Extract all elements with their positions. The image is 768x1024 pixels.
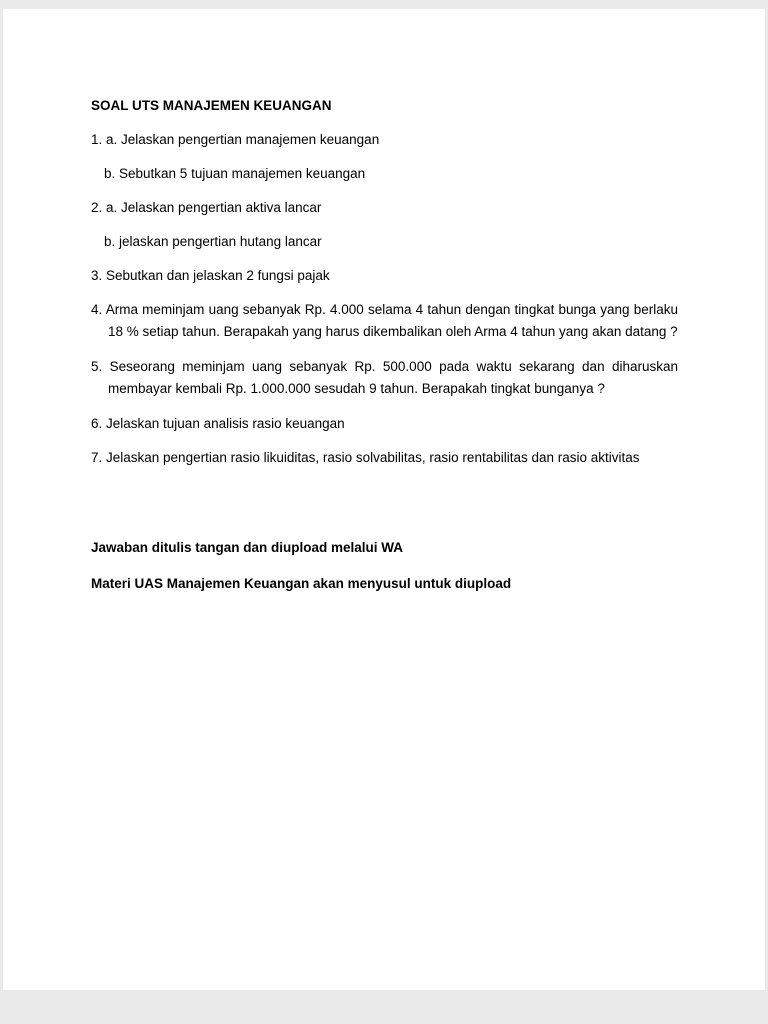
notes-section bbox=[91, 537, 678, 594]
question-2b: b. jelaskan pengertian hutang lancar bbox=[104, 234, 322, 249]
question-3: 3. Sebutkan dan jelaskan 2 fungsi pajak bbox=[91, 268, 330, 283]
question-1a: 1. a. Jelaskan pengertian manajemen keuangan bbox=[91, 132, 380, 147]
question-2a: 2. a. Jelaskan pengertian aktiva lancar bbox=[91, 200, 322, 215]
document-title: SOAL UTS MANAJEMEN KEUANGAN bbox=[91, 98, 332, 113]
note-answers-handwritten: Jawaban ditulis tangan dan diupload melalui WA bbox=[91, 540, 404, 555]
document-page bbox=[3, 9, 765, 990]
question-7: 7. Jelaskan pengertian rasio likuiditas, rasio solvabilitas, rasio rentabilitas dan rasio aktivitas bbox=[91, 450, 640, 465]
question-5: 5. Seseorang meminjam uang sebanyak Rp. 500.000 pada waktu sekarang dan diharuskan membayar kembali Rp. 1.000.000 sesudah 9 tahun. Berapakah tingkat bunganya ? bbox=[91, 359, 678, 396]
note-uas-material: Materi UAS Manajemen Keuangan akan menyusul untuk diupload bbox=[91, 576, 512, 591]
question-1b: b. Sebutkan 5 tujuan manajemen keuangan bbox=[104, 166, 366, 181]
question-6: 6. Jelaskan tujuan analisis rasio keuangan bbox=[91, 416, 345, 431]
question-4: 4. Arma meminjam uang sebanyak Rp. 4.000 selama 4 tahun dengan tingkat bunga yang berlaku 18 % setiap tahun. Berapakah yang harus dikembalikan oleh Arma 4 tahun yang akan datang ? bbox=[91, 302, 678, 339]
document-content bbox=[3, 9, 765, 594]
